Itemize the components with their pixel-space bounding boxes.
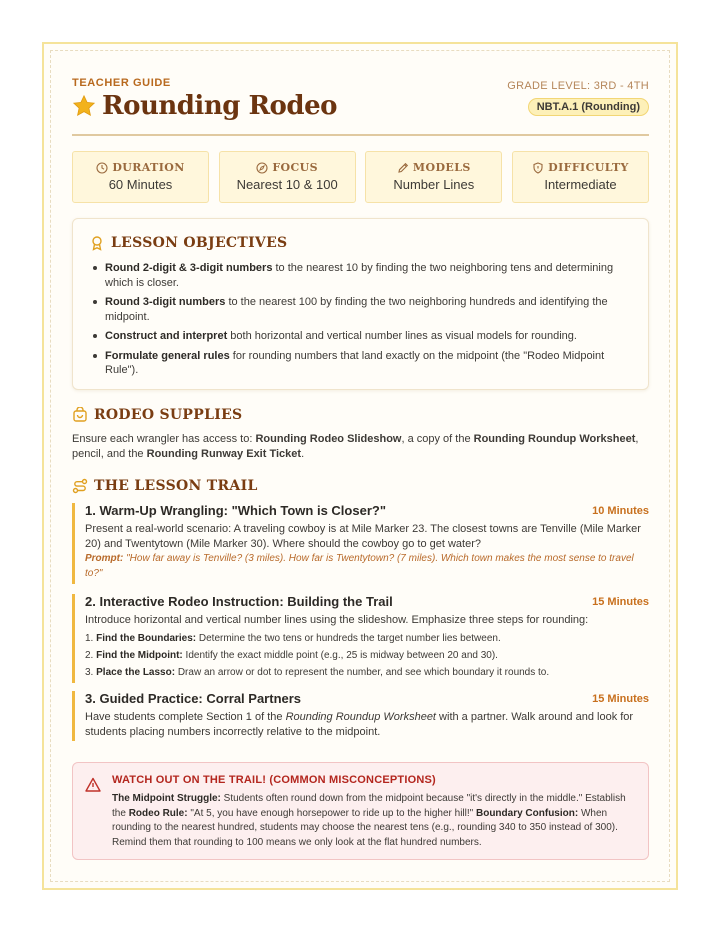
lesson-objectives <box>72 218 649 390</box>
objectives-list <box>91 261 631 383</box>
list-item: 1. Find the Boundaries: Determine the two tens or hundreds the target number lies between. <box>85 632 501 644</box>
trail-step-3 <box>72 691 649 741</box>
card-duration <box>72 151 209 203</box>
step-title: 1. Warm-Up Wrangling: "Which Town is Closer?" <box>85 503 386 518</box>
step-time: 15 Minutes <box>592 693 649 705</box>
trail-step-1 <box>72 503 649 584</box>
ribbon-icon <box>89 235 105 251</box>
step-time: 15 Minutes <box>592 596 649 608</box>
warning-body: The Midpoint Struggle: Students often round down from the midpoint because "it's directly in the middle." Establish the Rodeo Rule: "At 5, you have enough horsepower to ride up to the higher hill!" Boundary Confusion: When rounding to the nearest hundred, students may choose the nearest tens (e.g., rounding 340 to 350 instead of 300). Remind them that rounding to 100 means we only look at the flat hundred numbers. <box>112 793 626 848</box>
grade-level: GRADE LEVEL: 3RD - 4TH <box>507 80 649 92</box>
step-body: Have students complete Section 1 of the Rounding Roundup Worksheet with a partner. Walk around and look for students placing numbers incorrectly relative to the midpoint. <box>85 711 634 738</box>
warning-title: WATCH OUT ON THE TRAIL! (COMMON MISCONCEPTIONS) <box>112 774 436 786</box>
list-item: 2. Find the Midpoint: Identify the exact middle point (e.g., 25 is midway between 20 and 30). <box>85 649 498 661</box>
section-title: LESSON OBJECTIVES <box>111 235 288 251</box>
supplies-text: Ensure each wrangler has access to: Rounding Rodeo Slideshow, a copy of the Rounding Roundup Worksheet, pencil, and the Rounding Runway Exit Ticket. <box>72 433 639 460</box>
clock-icon <box>96 162 108 174</box>
eyebrow: TEACHER GUIDE <box>72 77 171 89</box>
title-row <box>72 91 337 121</box>
standard-badge: NBT.A.1 (Rounding) <box>528 98 649 116</box>
step-body: Introduce horizontal and vertical number lines using the slideshow. Emphasize three steps for rounding: <box>85 614 589 626</box>
card-difficulty <box>512 151 649 203</box>
card-value: Nearest 10 & 100 <box>236 177 338 192</box>
step-body: Present a real-world scenario: A traveling cowboy is at Mile Marker 23. The closest towns are Tenville (Mile Marker 20) and Twentytown (Mile Marker 30). Where should the cowboy go to get water? <box>85 523 641 550</box>
compass-icon <box>256 162 268 174</box>
header <box>72 72 649 136</box>
trail-heading <box>72 478 258 494</box>
card-label: DIFFICULTY <box>548 161 629 174</box>
shield-icon <box>532 162 544 174</box>
card-value: Number Lines <box>393 177 475 192</box>
star-icon <box>72 94 96 118</box>
list-item: Round 2-digit & 3-digit numbers to the nearest 10 by finding the two neighboring tens and determining which is closer. <box>91 261 631 290</box>
list-item: 3. Place the Lasso: Draw an arrow or dot to represent the number, and see which boundary it rounds to. <box>85 666 550 678</box>
section-title: RODEO SUPPLIES <box>94 407 243 423</box>
page-title: Rounding Rodeo <box>102 91 337 121</box>
bag-icon <box>72 407 88 423</box>
pencil-icon <box>397 162 409 174</box>
section-title: THE LESSON TRAIL <box>94 478 258 494</box>
card-label: MODELS <box>412 161 471 174</box>
teacher-guide <box>72 72 649 848</box>
step-time: 10 Minutes <box>592 505 649 517</box>
card-value: 60 Minutes <box>108 177 173 192</box>
card-focus <box>219 151 356 203</box>
card-label: DURATION <box>112 161 185 174</box>
step-title: 3. Guided Practice: Corral Partners <box>85 691 302 706</box>
list-item: Round 3-digit numbers to the nearest 100 by finding the two neighboring hundreds and identifying the midpoint. <box>91 295 631 324</box>
rounding-steps-list <box>85 631 649 680</box>
supplies-heading <box>72 407 242 423</box>
list-item: Construct and interpret both horizontal and vertical number lines as visual models for rounding. <box>91 329 631 344</box>
misconceptions-callout <box>72 762 649 860</box>
card-label: FOCUS <box>272 161 318 174</box>
trail-step-2 <box>72 594 649 683</box>
card-value: Intermediate <box>544 177 617 192</box>
step-title: 2. Interactive Rodeo Instruction: Building the Trail <box>85 594 393 609</box>
info-cards <box>72 151 649 203</box>
list-item: Formulate general rules for rounding numbers that land exactly on the midpoint (the "Rodeo Midpoint Rule"). <box>91 349 631 378</box>
card-models <box>365 151 502 203</box>
warning-icon <box>85 777 101 793</box>
step-prompt: Prompt: "How far away is Tenville? (3 miles). How far is Twentytown? (7 miles). Which town makes the most sense to travel to?" <box>85 553 634 579</box>
route-icon <box>72 478 88 494</box>
